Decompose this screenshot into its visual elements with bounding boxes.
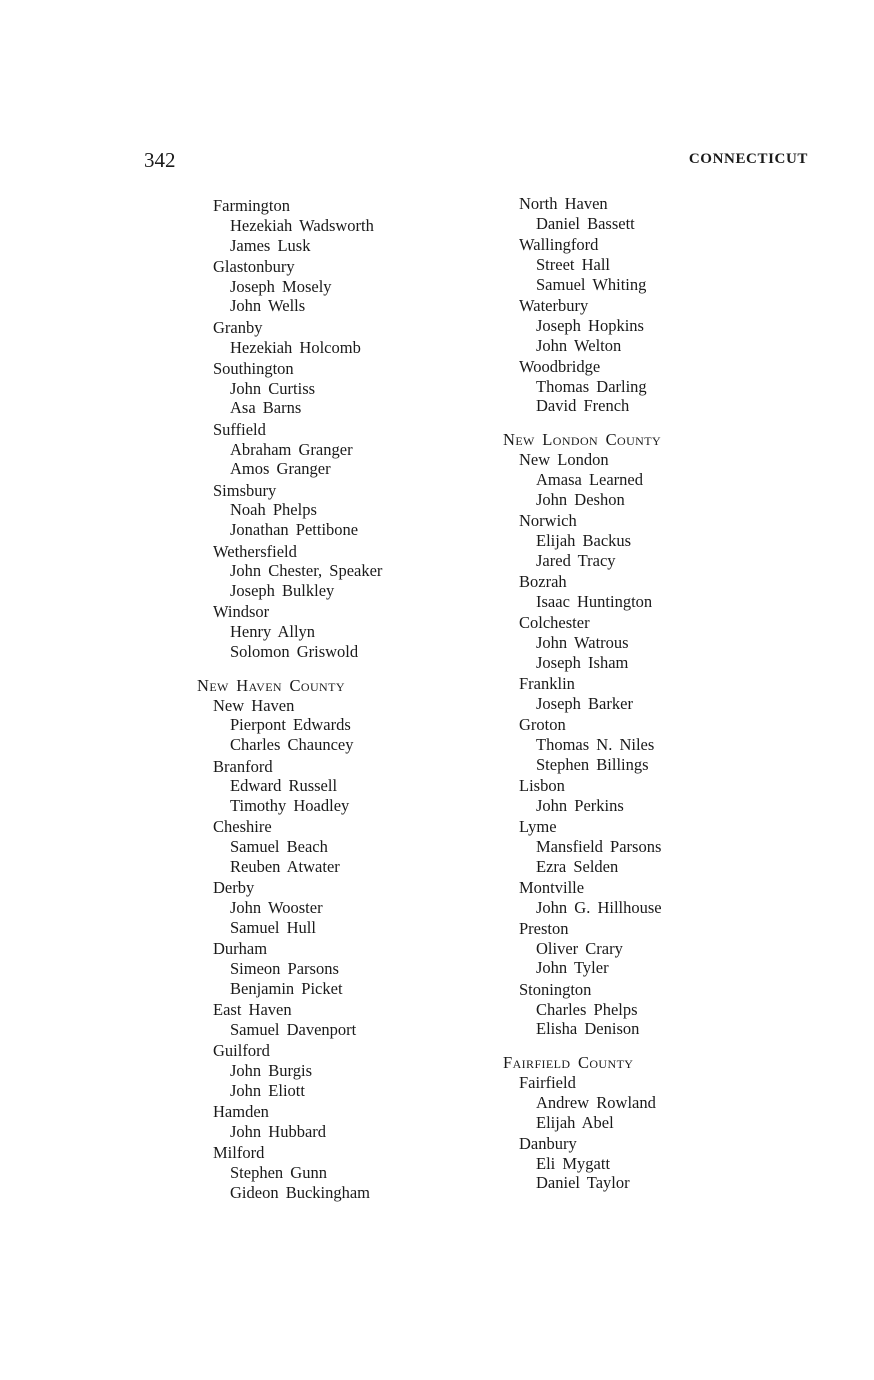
- town-name: Fairfield: [519, 1072, 576, 1092]
- representative-name: Isaac Huntington: [536, 591, 653, 611]
- representative-name: Andrew Rowland: [536, 1092, 656, 1112]
- town-entry: [197, 420, 487, 479]
- town-entry: [503, 878, 803, 918]
- town-name: Groton: [519, 714, 566, 734]
- representative-name: Noah Phelps: [230, 500, 317, 520]
- representative-name: John G. Hillhouse: [536, 897, 662, 917]
- representative-name: Joseph Mosely: [230, 276, 332, 296]
- representative-name: Daniel Bassett: [536, 213, 635, 233]
- representative-name: Henry Allyn: [230, 622, 316, 642]
- town-name: Branford: [213, 756, 273, 776]
- town-name: Montville: [519, 877, 585, 897]
- town-entry: [197, 939, 487, 998]
- continued-town-list: [503, 194, 803, 416]
- town-name: Bozrah: [519, 571, 567, 591]
- representative-name: John Perkins: [536, 795, 624, 815]
- town-name: Granby: [213, 317, 263, 337]
- town-entry: [503, 357, 803, 416]
- town-entry: [197, 196, 487, 255]
- town-entry: [197, 602, 487, 661]
- town-entry: [197, 696, 487, 755]
- representative-name: John Eliott: [230, 1080, 305, 1100]
- town-entry: [197, 1143, 487, 1202]
- representative-name: Samuel Hull: [230, 917, 316, 937]
- town-entry: [197, 1041, 487, 1100]
- representative-name: Street Hall: [536, 254, 611, 274]
- town-name: Franklin: [519, 673, 575, 693]
- town-name: Windsor: [213, 602, 270, 622]
- representative-name: John Chester, Speaker: [230, 561, 383, 581]
- town-entry: [197, 359, 487, 418]
- continued-town-list: [197, 196, 487, 662]
- town-name: Cheshire: [213, 817, 272, 837]
- town-entry: [503, 715, 803, 774]
- town-entry: [197, 757, 487, 816]
- town-name: Waterbury: [519, 295, 589, 315]
- representative-name: Stephen Billings: [536, 754, 649, 774]
- representative-name: Charles Chauncey: [230, 735, 354, 755]
- representative-name: Stephen Gunn: [230, 1162, 327, 1182]
- representative-name: Eli Mygatt: [536, 1153, 611, 1173]
- representative-name: John Hubbard: [230, 1121, 327, 1141]
- page-number: 342: [144, 148, 176, 172]
- town-name: Farmington: [213, 196, 290, 215]
- town-name: Colchester: [519, 612, 590, 632]
- representative-name: Elijah Abel: [536, 1112, 614, 1132]
- county-heading: New Haven County: [197, 675, 345, 695]
- town-name: Preston: [519, 918, 569, 938]
- town-name: Milford: [213, 1143, 265, 1163]
- representative-name: John Deshon: [536, 489, 625, 509]
- representative-name: Elisha Denison: [536, 1019, 640, 1039]
- town-name: Durham: [213, 939, 268, 959]
- representative-name: Abraham Granger: [230, 439, 353, 459]
- town-entry: [503, 919, 803, 978]
- town-name: New Haven: [213, 695, 295, 715]
- left-column: [197, 196, 487, 1204]
- representative-name: Simeon Parsons: [230, 958, 339, 978]
- town-entry: [503, 511, 803, 570]
- representative-name: Hezekiah Wadsworth: [230, 215, 374, 235]
- town-entry: [197, 817, 487, 876]
- representative-name: Elijah Backus: [536, 530, 632, 550]
- representative-name: Gideon Buckingham: [230, 1182, 371, 1202]
- town-entry: [197, 542, 487, 601]
- representative-name: Asa Barns: [230, 398, 302, 418]
- town-entry: [503, 674, 803, 714]
- town-entry: [503, 572, 803, 612]
- representative-name: Benjamin Picket: [230, 978, 343, 998]
- representative-name: Samuel Davenport: [230, 1019, 357, 1039]
- representative-name: Solomon Griswold: [230, 642, 359, 662]
- representative-name: Ezra Selden: [536, 856, 619, 876]
- town-name: New London: [519, 450, 609, 470]
- representative-name: Oliver Crary: [536, 938, 623, 958]
- town-entry: [197, 318, 487, 358]
- representative-name: Mansfield Parsons: [536, 836, 662, 856]
- representative-name: Timothy Hoadley: [230, 796, 350, 816]
- representative-name: Charles Phelps: [536, 999, 638, 1019]
- town-entry: [503, 980, 803, 1039]
- representative-name: Daniel Taylor: [536, 1173, 630, 1193]
- representative-name: Samuel Whiting: [536, 274, 647, 294]
- town-name: Derby: [213, 878, 255, 898]
- representative-name: Joseph Bulkley: [230, 581, 335, 601]
- representative-name: Edward Russell: [230, 776, 338, 796]
- county-section: [503, 430, 803, 1039]
- town-entry: [503, 817, 803, 876]
- town-entry: [197, 481, 487, 540]
- town-name: Lyme: [519, 816, 557, 836]
- town-entry: [503, 235, 803, 294]
- representative-name: John Welton: [536, 335, 622, 355]
- town-entry: [503, 1073, 803, 1132]
- town-entry: [197, 1000, 487, 1040]
- town-name: Stonington: [519, 979, 592, 999]
- representative-name: Reuben Atwater: [230, 857, 340, 876]
- representative-name: Joseph Hopkins: [536, 315, 644, 335]
- representative-name: Joseph Barker: [536, 693, 633, 713]
- county-heading: New London County: [503, 430, 662, 450]
- representative-name: Amasa Learned: [536, 469, 643, 489]
- town-entry: [197, 878, 487, 937]
- town-entry: [503, 296, 803, 355]
- county-section: [503, 1053, 803, 1193]
- town-entry: [503, 1134, 803, 1193]
- town-name: Danbury: [519, 1133, 577, 1153]
- town-name: Simsbury: [213, 480, 277, 500]
- representative-name: John Curtiss: [230, 378, 316, 398]
- town-name: East Haven: [213, 1000, 292, 1020]
- town-name: North Haven: [519, 194, 608, 213]
- town-name: Guilford: [213, 1041, 270, 1061]
- town-entry: [503, 450, 803, 509]
- representative-name: Pierpont Edwards: [230, 715, 351, 735]
- representative-name: Jonathan Pettibone: [230, 520, 359, 540]
- representative-name: Hezekiah Holcomb: [230, 337, 361, 357]
- representative-name: John Burgis: [230, 1060, 313, 1080]
- town-entry: [197, 1102, 487, 1142]
- representative-name: Thomas Darling: [536, 376, 647, 396]
- town-name: Wallingford: [519, 235, 599, 255]
- representative-name: Thomas N. Niles: [536, 734, 655, 754]
- running-head: CONNECTICUT: [688, 151, 808, 167]
- county-section: [197, 676, 487, 1203]
- town-name: Norwich: [519, 510, 577, 530]
- town-name: Southington: [213, 358, 294, 378]
- representative-name: James Lusk: [230, 235, 311, 255]
- town-entry: [503, 194, 803, 234]
- town-name: Glastonbury: [213, 256, 295, 276]
- town-name: Wethersfield: [213, 541, 297, 561]
- representative-name: Jared Tracy: [536, 550, 616, 570]
- representative-name: Joseph Isham: [536, 652, 629, 672]
- representative-name: Samuel Beach: [230, 837, 328, 857]
- county-heading: Fairfield County: [503, 1053, 634, 1073]
- representative-name: John Wooster: [230, 898, 323, 918]
- town-name: Hamden: [213, 1102, 269, 1122]
- right-column: [503, 194, 803, 1195]
- town-name: Lisbon: [519, 775, 565, 795]
- town-entry: [197, 257, 487, 316]
- representative-name: Amos Granger: [230, 459, 331, 479]
- town-name: Suffield: [213, 419, 266, 439]
- town-entry: [503, 776, 803, 816]
- town-entry: [503, 613, 803, 672]
- representative-name: David French: [536, 396, 630, 416]
- representative-name: John Watrous: [536, 632, 629, 652]
- town-name: Woodbridge: [519, 356, 601, 376]
- representative-name: John Tyler: [536, 958, 609, 978]
- representative-name: John Wells: [230, 296, 306, 316]
